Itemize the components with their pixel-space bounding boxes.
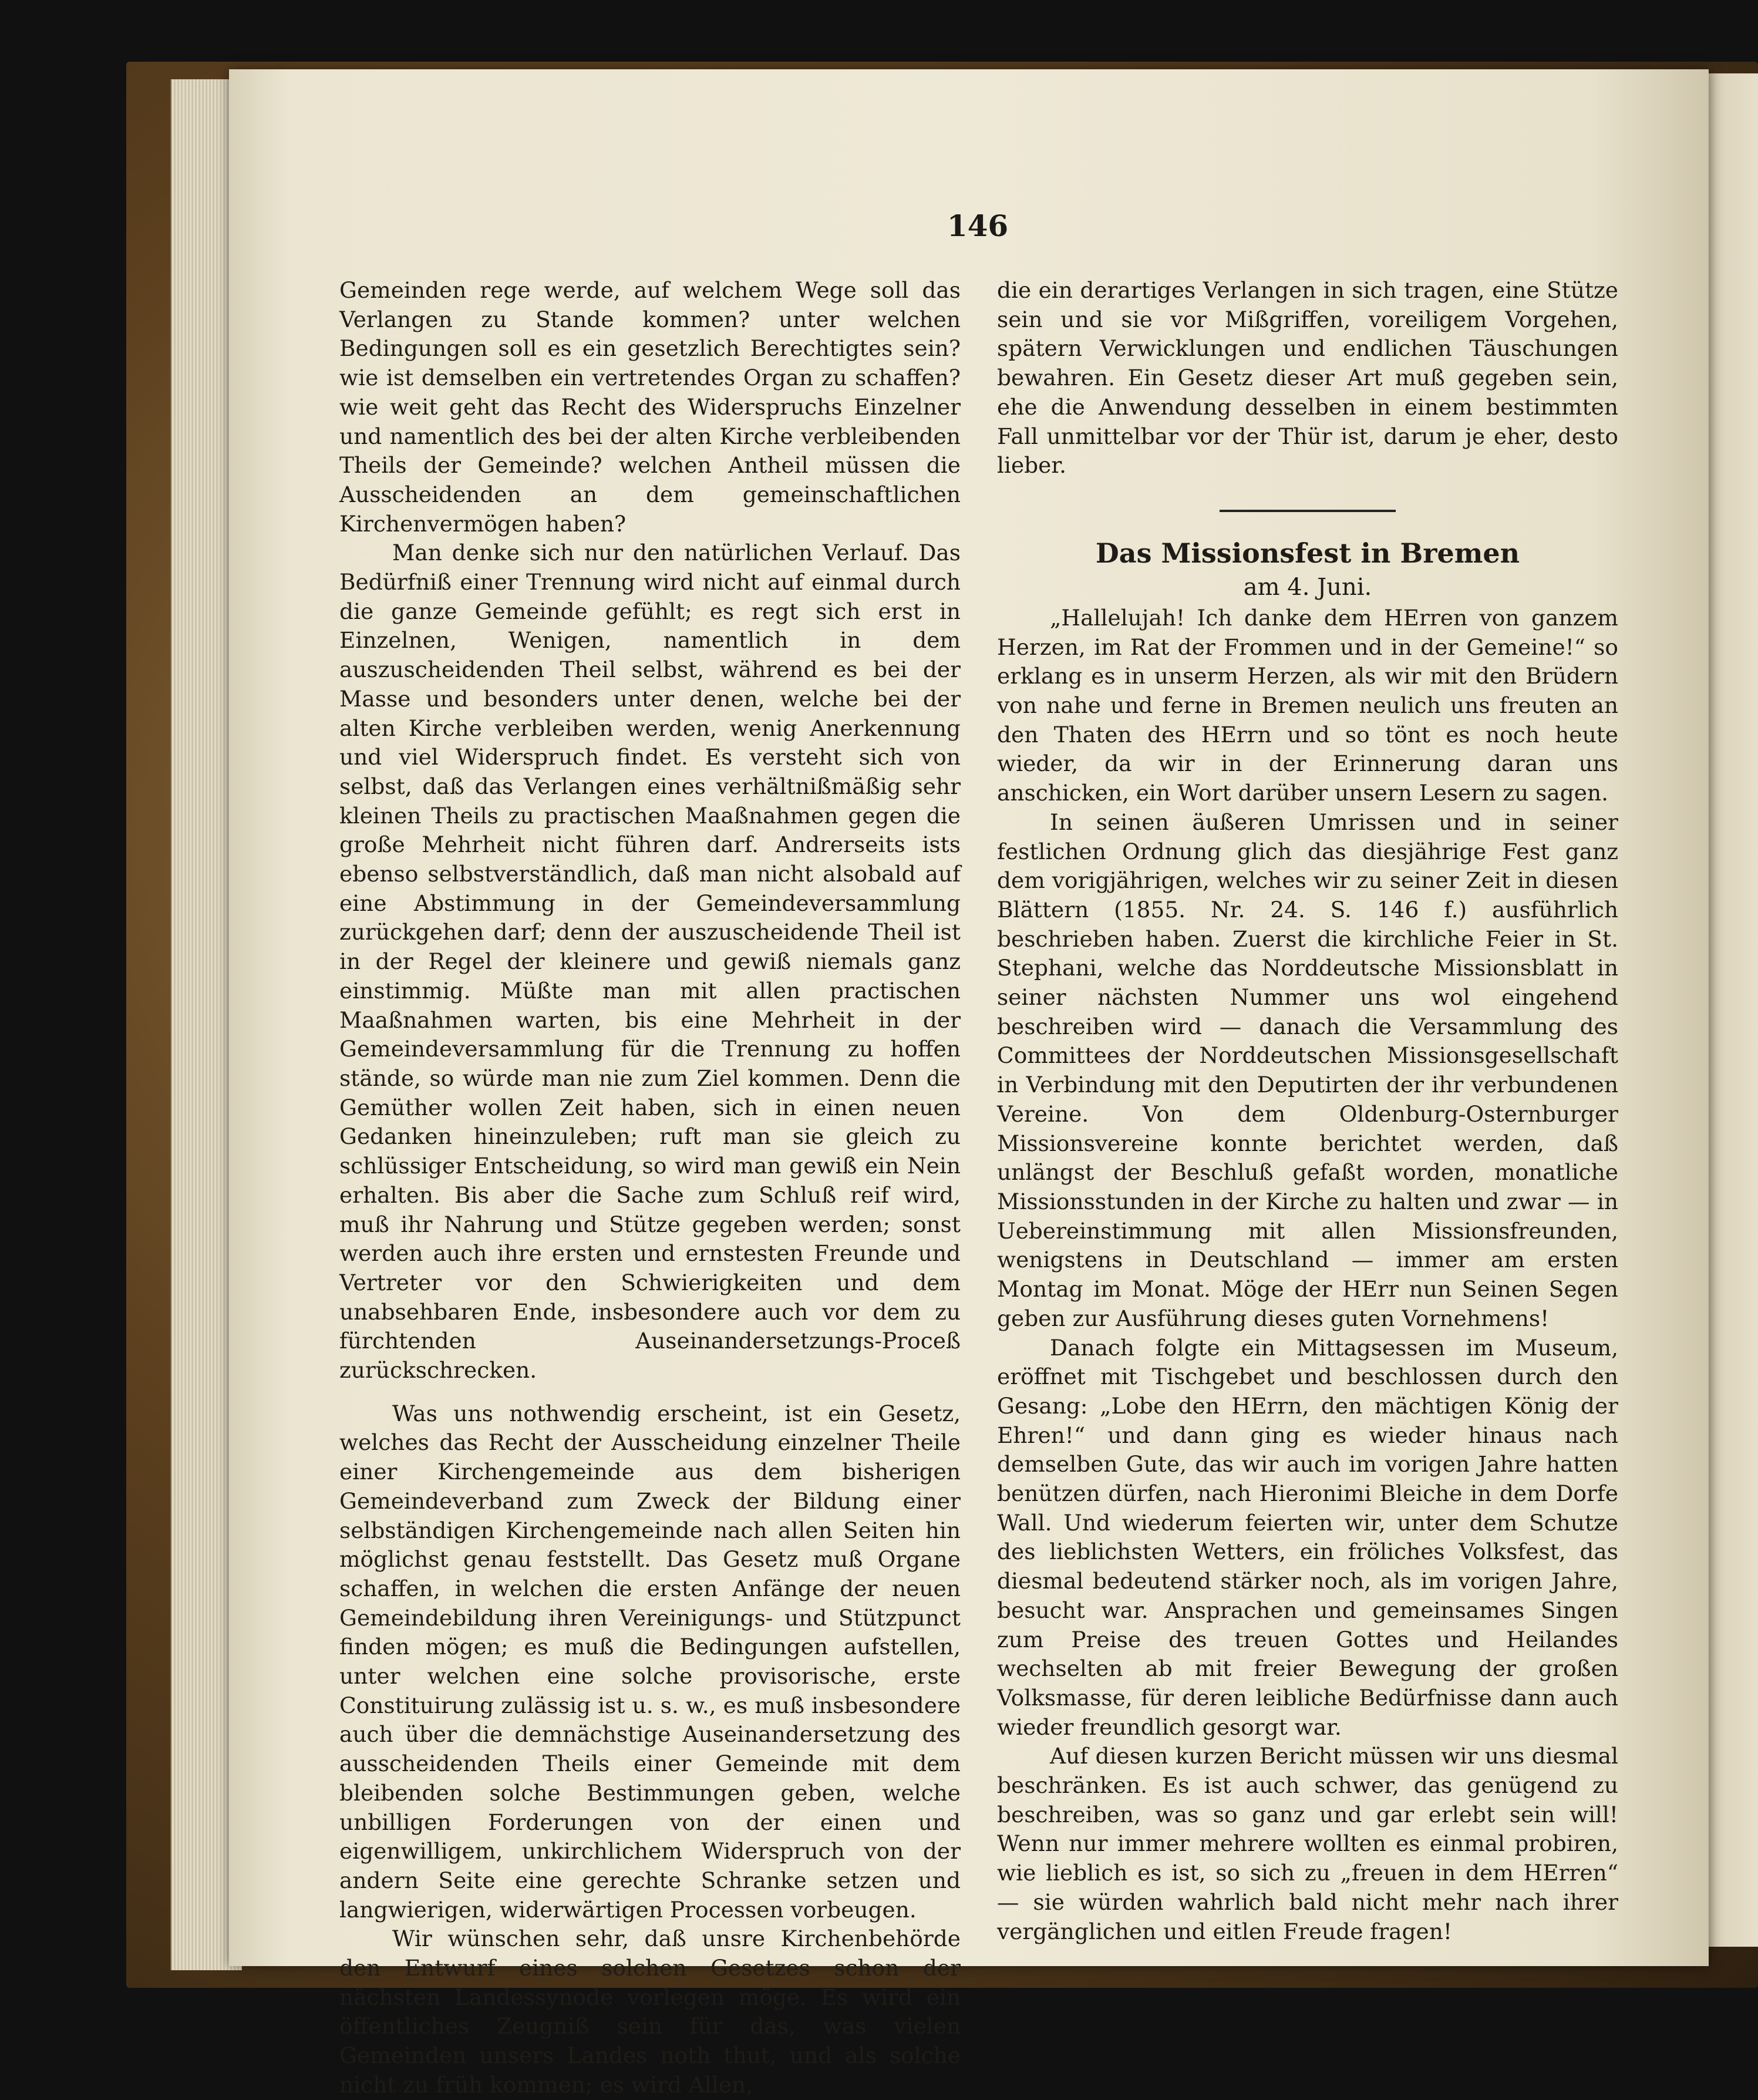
left-column	[339, 276, 961, 2100]
paragraph: In seinen äußeren Umrissen und in seiner festlichen Ordnung glich das diesjährige Fest ganz dem vorigjährigen, welches wir zu seiner Zeit in diesen Blättern (1855. Nr. 24. S. 146 f.) ausführlich beschrieben haben. Zuerst die kirchliche Feier in St. Stephani, welche das Norddeutsche Missionsblatt in seiner nächsten Nummer uns wol eingehend beschreiben wird — danach die Versammlung des Committees der Norddeutschen Missionsgesellschaft in Verbindung mit den Deputirten der ihr verbundenen Vereine. Von dem Oldenburg-Osternburger Missionsvereine konnte berichtet werden, daß unlängst der Beschluß gefaßt worden, monatliche Missionsstunden in der Kirche zu halten und zwar — in Uebereinstimmung mit allen Missionsfreunden, wenigstens in Deutschland — immer am ersten Montag im Monat. Möge der HErr nun Seinen Segen geben zur Ausführung dieses guten Vornehmens!	[997, 809, 1618, 1331]
page-number: 146	[947, 208, 1009, 243]
article-date: am 4. Juni.	[1243, 573, 1372, 601]
article-title: Das Missionsfest in Bremen	[1095, 537, 1520, 569]
paragraph: „Hallelujah! Ich danke dem HErren von ganzem Herzen, im Rat der Frommen und in der Gemeine!“ so erklang es in unserm Herzen, als wir mit den Brüdern von nahe und ferne in Bremen neulich uns freuten an den Thaten des HErrn und so tönt es noch heute wieder, da wir in der Erinnerung daran uns anschicken, ein Wort darüber unsern Lesern zu sagen.	[997, 604, 1618, 806]
section-divider	[1220, 510, 1396, 512]
paragraph: Wir wünschen sehr, daß unsre Kirchenbehörde den Entwurf eines solchen Gesetzes schon der nächsten Landessynode vorlegen möge. Es wird ein öffentliches Zeugniß sein für das, was vielen Gemeinden unsers Landes noth thut, und als solche nicht zu früh kommen; es wird Allen,	[339, 1926, 961, 2098]
paragraph: Danach folgte ein Mittagsessen im Museum, eröffnet mit Tischgebet und beschlossen durch den Gesang: „Lobe den HErrn, den mächtigen König der Ehren!“ und dann ging es wieder hinaus nach demselben Gute, das wir auch im vorigen Jahre hatten benützen dürfen, nach Hieronimi Bleiche in dem Dorfe Wall. Und wiederum feierten wir, unter dem Schutze des lieblichsten Wetters, ein fröliches Volksfest, das diesmal bedeutend stärker noch, als im vorigen Jahre, besucht war. Ansprachen und gemeinsames Singen zum Preise des treuen Gottes und Heilandes wechselten ab mit freier Bewegung der großen Volksmasse, für deren leibliche Bedürfnisse dann auch wieder freundlich gesorgt war.	[997, 1334, 1618, 1740]
paragraph: Was uns nothwendig erscheint, ist ein Gesetz, welches das Recht der Ausscheidung einzelner Theile einer Kirchengemeinde aus dem bisherigen Gemeindeverband zum Zweck der Bildung einer selbständigen Kirchengemeinde nach allen Seiten hin möglichst genau feststellt. Das Gesetz muß Organe schaffen, in welchen die ersten Anfänge der neuen Gemeindebildung ihren Vereinigungs- und Stützpunct finden mögen; es muß die Bedingungen aufstellen, unter welchen eine solche provisorische, erste Constituirung zulässig ist u. s. w., es muß insbesondere auch über die demnächstige Auseinandersetzung des ausscheidenden Theils einer Gemeinde mit dem bleibenden solche Bestimmungen geben, welche unbilligen Forderungen von der einen und eigenwilligem, unkirchlichem Widerspruch von der andern Seite eine gerechte Schranke setzen und langwierigen, widerwärtigen Processen vorbeugen.	[339, 1400, 961, 1923]
right-column	[997, 276, 1618, 1946]
paragraph: Auf diesen kurzen Bericht müssen wir uns diesmal beschränken. Es ist auch schwer, das genügend zu beschreiben, was so ganz und gar erlebt sein will! Wenn nur immer mehrere wollten es einmal probiren, wie lieblich es ist, so sich zu „freuen in dem HErren“ — sie würden wahrlich bald nicht mehr nach ihrer vergänglichen und eitlen Freude fragen!	[997, 1743, 1618, 1944]
paragraph: Man denke sich nur den natürlichen Verlauf. Das Bedürfniß einer Trennung wird nicht auf einmal durch die ganze Gemeinde gefühlt; es regt sich erst in Einzelnen, Wenigen, namentlich in dem auszuscheidenden Theil selbst, während es bei der Masse und besonders unter denen, welche bei der alten Kirche verbleiben werden, wenig Anerkennung und viel Widerspruch findet. Es versteht sich von selbst, daß das Verlangen eines verhältnißmäßig sehr kleinen Theils zu practischen Maaßnahmen gegen die große Mehrheit nicht führen darf. Andrerseits ists ebenso selbstverständlich, daß man nicht alsobald auf eine Abstimmung in der Gemeindeversammlung zurückgehen darf; denn der auszuscheidende Theil ist in der Regel der kleinere und gewiß niemals ganz einstimmig. Müßte man mit allen practischen Maaßnahmen warten, bis eine Mehrheit in der Gemeindeversammlung für die Trennung zu hoffen stände, so würde man nie zum Ziel kommen. Denn die Gemüther wollen Zeit haben, sich in einen neuen Gedanken hineinzuleben; ruft man sie gleich zu schlüssiger Entscheidung, so wird man gewiß ein Nein erhalten. Bis aber die Sache zum Schluß reif wird, muß ihr Nahrung und Stütze gegeben werden; sonst werden auch ihre ersten und ernstesten Freunde und Vertreter vor den Schwierigkeiten und dem unabsehbaren Ende, insbesondere auch vor dem zu fürchtenden Auseinandersetzungs-Proceß zurückschrecken.	[339, 540, 961, 1384]
paragraph: die ein derartiges Verlangen in sich tragen, eine Stütze sein und sie vor Mißgriffen, voreiligem Vorgehen, spätern Verwicklungen und endlichen Täuschungen bewahren. Ein Gesetz dieser Art muß gegeben sein, ehe die Anwendung desselben in einem bestimmten Fall unmittelbar vor der Thür ist, darum je eher, desto lieber.	[997, 277, 1618, 479]
paragraph: Gemeinden rege werde, auf welchem Wege soll das Verlangen zu Stande kommen? unter welchen Bedingungen soll es ein gesetzlich Berechtigtes sein? wie ist demselben ein vertretendes Organ zu schaffen? wie weit geht das Recht des Widerspruchs Einzelner und namentlich des bei der alten Kirche verbleibenden Theils der Gemeinde? welchen Antheil müssen die Ausscheidenden an dem gemeinschaftlichen Kirchenvermögen haben?	[339, 277, 961, 537]
